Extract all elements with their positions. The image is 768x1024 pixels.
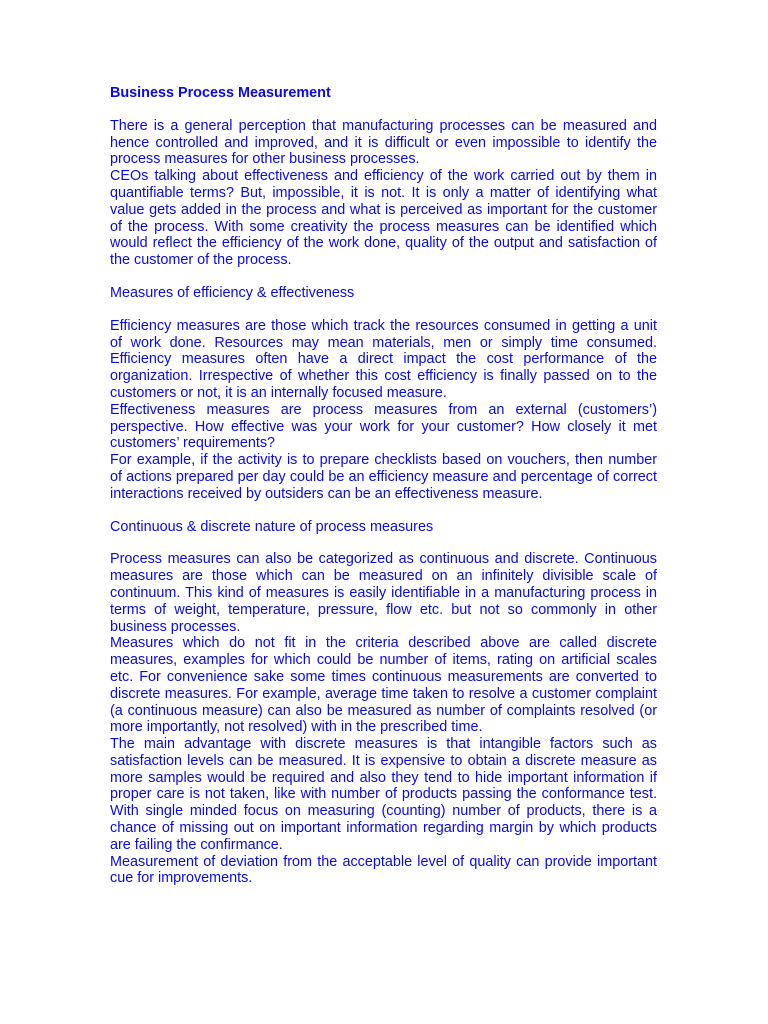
body-paragraph: Effectiveness measures are process measures from an external (customers’) perspective. How effective was your work for your customer? How closely it met customers’ requirements?: [110, 401, 657, 452]
body-paragraph: Measures which do not fit in the criteria described above are called discrete measures, examples for which could be number of items, rating on artificial scales etc. For convenience sake some times continuous measurements are converted to discrete measures. For example, average time taken to resolve a customer complaint (a continuous measure) can also be measured as number of complaints resolved (or more importantly, not resolved) with in the prescribed time.: [110, 635, 657, 736]
body-paragraph: The main advantage with discrete measures is that intangible factors such as satisfaction levels can be measured. It is expensive to obtain a discrete measure as more samples would be required and also they tend to hide important information if proper care is not taken, like with number of products passing the conformance test. With single minded focus on measuring (counting) number of products, there is a chance of missing out on important information regarding margin by which products are failing the confirmance.: [110, 736, 657, 853]
body-paragraph: Measurement of deviation from the acceptable level of quality can provide important cue for improvements.: [110, 853, 657, 887]
intro-section: [110, 118, 657, 269]
body-paragraph: For example, if the activity is to prepare checklists based on vouchers, then number of actions prepared per day could be an efficiency measure and percentage of correct interactions received by outsiders can be an effectiveness measure.: [110, 452, 657, 502]
body-paragraph: Process measures can also be categorized as continuous and discrete. Continuous measures are those which can be measured on an infinitely divisible scale of continuum. This kind of measures is easily identifiable in a manufacturing process in terms of weight, temperature, pressure, flow etc. but not so commonly in other business processes.: [110, 551, 657, 635]
body-paragraph: Efficiency measures are those which track the resources consumed in getting a unit of work done. Resources may mean materials, men or simply time consumed. Efficiency measures often have a direct impact the cost performance of the organization. Irrespective of whether this cost efficiency is finally passed on to the customers or not, it is an internally focused measure.: [110, 317, 657, 401]
intro-paragraph: CEOs talking about effectiveness and efficiency of the work carried out by them in quantifiable terms? But, impossible, it is not. It is only a matter of identifying what value gets added in the process and what is perceived as important for the customer of the process. With some creativity the process measures can be identified which would reflect the efficiency of the work done, quality of the output and satisfaction of the customer of the process.: [110, 168, 657, 269]
intro-paragraph: There is a general perception that manufacturing processes can be measured and hence controlled and improved, and it is difficult or even impossible to identify the process measures for other business processes.: [110, 117, 657, 168]
section-heading-continuous-discrete: Continuous & discrete nature of process measures: [110, 518, 434, 535]
efficiency-section: [110, 318, 657, 503]
document-page: [110, 85, 657, 887]
section-heading-efficiency: Measures of efficiency & effectiveness: [110, 284, 355, 301]
document-title: Business Process Measurement: [110, 85, 331, 101]
continuous-discrete-section: [110, 551, 657, 887]
